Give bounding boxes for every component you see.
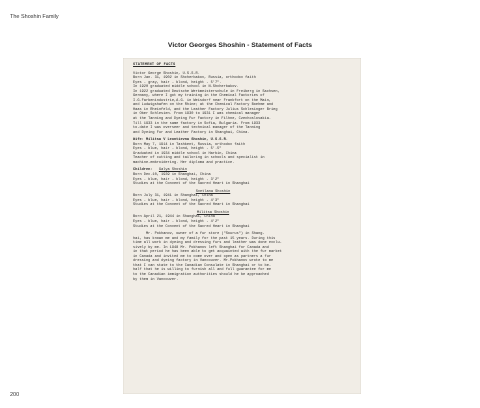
typed-line: half that he is willing to furnish all and full guarantee for me	[133, 268, 272, 273]
typed-line: Born April 21, 1944 in Shanghai, China	[133, 215, 215, 220]
typed-line: Studies at the Convent of the Sacred Heart in Shanghai	[133, 182, 250, 187]
child-name-militsa: Militsa Shoshin	[196, 210, 230, 215]
typed-line: Studies at the Convent of the Sacred Heart in Shanghai	[133, 224, 250, 229]
child-name-galya: Galya Shoshin	[158, 168, 187, 173]
typed-line: Till 1933 in the same factory in Sofia, Bulgaria. From 1933	[133, 121, 261, 126]
typed-line: by them in Vancouver.	[133, 277, 179, 282]
typed-line: Victor George Shoshin, U.S.S.R.	[133, 71, 200, 76]
typed-line: Haas in Rheinfeld, and the Leather Factory Julius Schlesinger Brieg	[133, 107, 278, 112]
typed-line: Mr. Pokhanov, owner of a fur store ("Sourus") in Shang-	[133, 232, 265, 237]
typed-line: at the Tanning and Dyeing Fur Factory in Filhne, Czechoslovakia.	[133, 117, 272, 122]
typed-line: Eyes - blue, hair - blond, height - 3'2"	[133, 177, 220, 182]
typed-line: in Ober Schlesien. From 1930 to 1931 I was chemical manager	[133, 112, 261, 117]
typed-line: to the Canadian immigration authorities should he be approached	[133, 272, 269, 277]
closing-paragraph	[133, 232, 353, 282]
children-label: Children:	[133, 168, 153, 173]
typed-line: Germany, where I got my training in the Chemical Factories of	[133, 94, 265, 99]
typed-line: I.G.Farbenindustrie,A.G. in Weisdorf near Frankfort on the Main,	[133, 98, 272, 103]
running-head: The Shoshin Family	[10, 14, 59, 20]
typed-line: Born July 31, 1941 in Shanghai, China	[133, 194, 213, 199]
typed-line: Eyes - gray, hair - blond, height - 5'7".	[133, 80, 222, 85]
page-number: 200	[10, 392, 20, 398]
typed-line: sively by me. In 1948 Mr. Pokhanov left Shanghai for Canada and	[133, 245, 269, 250]
typed-line: dressing and dyeing factory in Vancouver. Mr.Pokhanov wrote to me	[133, 259, 274, 264]
typed-line: that I can state to the Canadian Consulate in Shanghai or to be-	[133, 263, 272, 268]
typed-line: In 1922 graduated Deutsche Werkmeisterschule in Freiberg in Sachsen,	[133, 89, 280, 94]
child-name-svetlana: Svetlana Shoshin	[195, 189, 231, 194]
typed-line: time all work in dyeing and dressing furs and leather was done exclu-	[133, 241, 282, 246]
child3-paragraph	[133, 215, 353, 229]
document-heading: STATEMENT OF FACTS	[133, 63, 176, 67]
typed-line: Teacher of cutting and tailoring in schools and specialist in	[133, 156, 265, 161]
page-title: Victor Georges Shoshin - Statement of Facts	[167, 42, 313, 49]
wife-title: Wife: Militsa V Leontievna Shoshin, U.S.S.R.	[133, 138, 228, 143]
typed-line: Eyes - blue, hair - blond, height - 5'.5"	[133, 147, 222, 152]
typed-line: Eyes - blue, hair - blond, height - 4'3"	[133, 198, 220, 203]
typed-line: Studies at the Convent of the Sacred Heart in Shanghai	[133, 203, 250, 208]
wife-paragraph	[133, 143, 353, 166]
typed-line: Born May 7, 1914 in Tashkent, Russia, orthodox faith	[133, 142, 246, 147]
typed-line: Born Jan. 31, 1902 in Shcherbakov, Russia, orthodox faith	[133, 76, 256, 81]
scanned-document	[123, 58, 361, 394]
child2-paragraph	[133, 194, 353, 208]
typed-line: Eyes - blue, hair - blond, height - 4'2"	[133, 219, 220, 224]
child1-paragraph	[133, 173, 353, 187]
document-body	[133, 63, 353, 282]
typed-line: in that period he has been able to get acquainted with the fur market	[133, 250, 282, 255]
typed-line: and Dyeing Fur and Leather Factory in Shanghai, China.	[133, 130, 250, 135]
typed-line: Born Dec.10, 1939 in Shanghai, China	[133, 173, 211, 178]
typed-line: Graduated in 1934 middle school in Harbin, China	[133, 151, 237, 156]
typed-line: hai, has known me and my family for the past 15 years. During this	[133, 236, 276, 241]
typed-line: machine-embroidering. Her diploma and practice.	[133, 160, 235, 165]
typed-line: to-date I was overseer and technical manager of the Tanning	[133, 126, 261, 131]
typed-line: In 1920 graduated middle school in N.Shcherbakov.	[133, 85, 239, 90]
typed-line: in Canada and invited me to come over and open as partners a fur	[133, 254, 272, 259]
typed-line: and Ludwigshafen on the Rhine; at the Chemical Factory Boehme and	[133, 103, 274, 108]
victor-paragraph	[133, 72, 353, 136]
